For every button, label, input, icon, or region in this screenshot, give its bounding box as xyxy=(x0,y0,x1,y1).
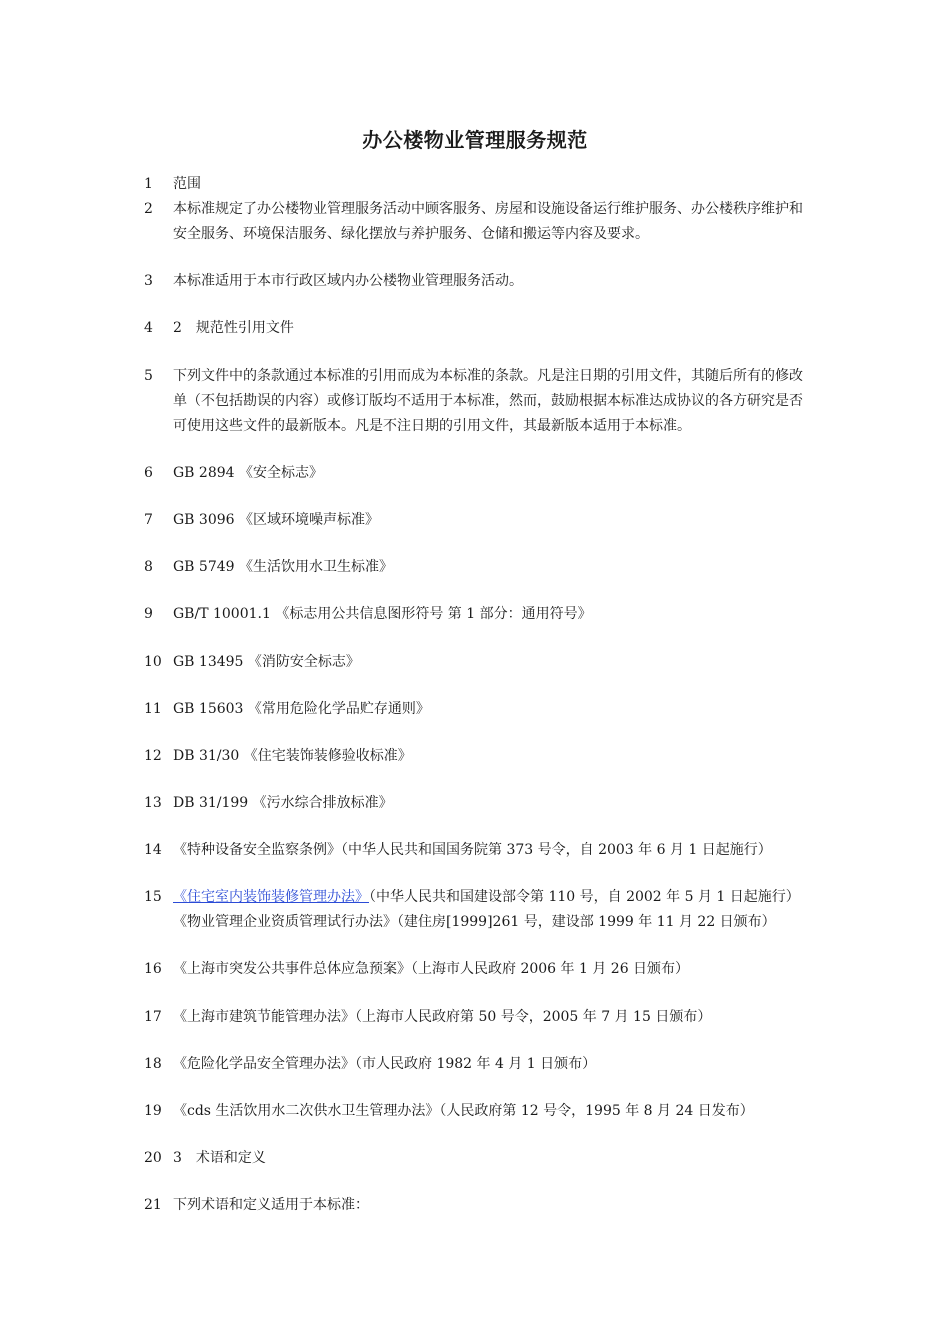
line-number: 14 xyxy=(144,842,162,858)
line-number: 19 xyxy=(144,1103,162,1119)
line-number: 18 xyxy=(144,1056,162,1072)
line-text: 《危险化学品安全管理办法》（市人民政府 1982 年 4 月 1 日颁布） xyxy=(173,1056,597,1072)
line-text: GB 3096 《区域环境噪声标准》 xyxy=(173,512,380,528)
line-number: 6 xyxy=(144,465,153,481)
line-text: GB 5749 《生活饮用水卫生标准》 xyxy=(173,559,394,575)
line-number: 11 xyxy=(144,701,162,717)
line-number: 15 xyxy=(144,889,162,905)
line-number: 13 xyxy=(144,795,162,811)
document-title: 办公楼物业管理服务规范 xyxy=(362,128,588,152)
line-text: GB/T 10001.1 《标志用公共信息图形符号 第 1 部分：通用符号》 xyxy=(173,606,592,622)
line-number: 1 xyxy=(144,176,153,192)
line-number: 21 xyxy=(144,1197,162,1213)
line-text: 下列术语和定义适用于本标准： xyxy=(173,1197,369,1213)
reference-link[interactable]: 《住宅室内装饰装修管理办法》 xyxy=(173,889,369,905)
line-number: 8 xyxy=(144,559,153,575)
line-text: 范围 xyxy=(173,176,201,192)
line-number: 2 xyxy=(144,201,153,217)
section-heading: 2 规范性引用文件 xyxy=(173,320,294,336)
line-number: 16 xyxy=(144,961,162,977)
line-number: 10 xyxy=(144,654,162,670)
line-number: 3 xyxy=(144,273,153,289)
line-number: 9 xyxy=(144,606,153,622)
line-number: 5 xyxy=(144,368,153,384)
line-text: 《特种设备安全监察条例》（中华人民共和国国务院第 373 号令，自 2003 年 6 月 1 日起施行） xyxy=(173,842,772,858)
line-text: 《上海市突发公共事件总体应急预案》（上海市人民政府 2006 年 1 月 26 日颁布） xyxy=(173,961,690,977)
line-text: DB 31/30 《住宅装饰装修验收标准》 xyxy=(173,748,412,764)
line-number: 7 xyxy=(144,512,153,528)
line-text xyxy=(173,885,809,935)
line-text: GB 15603 《常用危险化学品贮存通则》 xyxy=(173,701,430,717)
line-text-rest: （中华人民共和国建设部令第 110 号，自 2002 年 5 月 1 日起施行）《物业管理企业资质管理试行办法》（建住房[1999]261 号，建设部 1999 年 11 月 22 日颁布） xyxy=(173,889,800,930)
line-text: 《cds 生活饮用水二次供水卫生管理办法》（人民政府第 12 号令，1995 年 8 月 24 日发布） xyxy=(173,1103,754,1119)
line-text: 《上海市建筑节能管理办法》（上海市人民政府第 50 号令，2005 年 7 月 15 日颁布） xyxy=(173,1009,712,1025)
line-number: 12 xyxy=(144,748,162,764)
line-text: GB 2894 《安全标志》 xyxy=(173,465,324,481)
line-text: GB 13495 《消防安全标志》 xyxy=(173,654,360,670)
line-text: 下列文件中的条款通过本标准的引用而成为本标准的条款。凡是注日期的引用文件，其随后所有的修改单（不包括勘误的内容）或修订版均不适用于本标准，然而，鼓励根据本标准达成协议的各方研究是否可使用这些文件的最新版本。凡是不注日期的引用文件，其最新版本适用于本标准。 xyxy=(173,368,803,434)
line-number: 20 xyxy=(144,1150,162,1166)
line-number: 17 xyxy=(144,1009,162,1025)
line-text: 本标准适用于本市行政区域内办公楼物业管理服务活动。 xyxy=(173,273,523,289)
line-text: 本标准规定了办公楼物业管理服务活动中顾客服务、房屋和设施设备运行维护服务、办公楼秩序维护和安全服务、环境保洁服务、绿化摆放与养护服务、仓储和搬运等内容及要求。 xyxy=(173,201,803,242)
line-text: DB 31/199 《污水综合排放标准》 xyxy=(173,795,393,811)
line-number: 4 xyxy=(144,320,153,336)
section-heading: 3 术语和定义 xyxy=(173,1150,266,1166)
